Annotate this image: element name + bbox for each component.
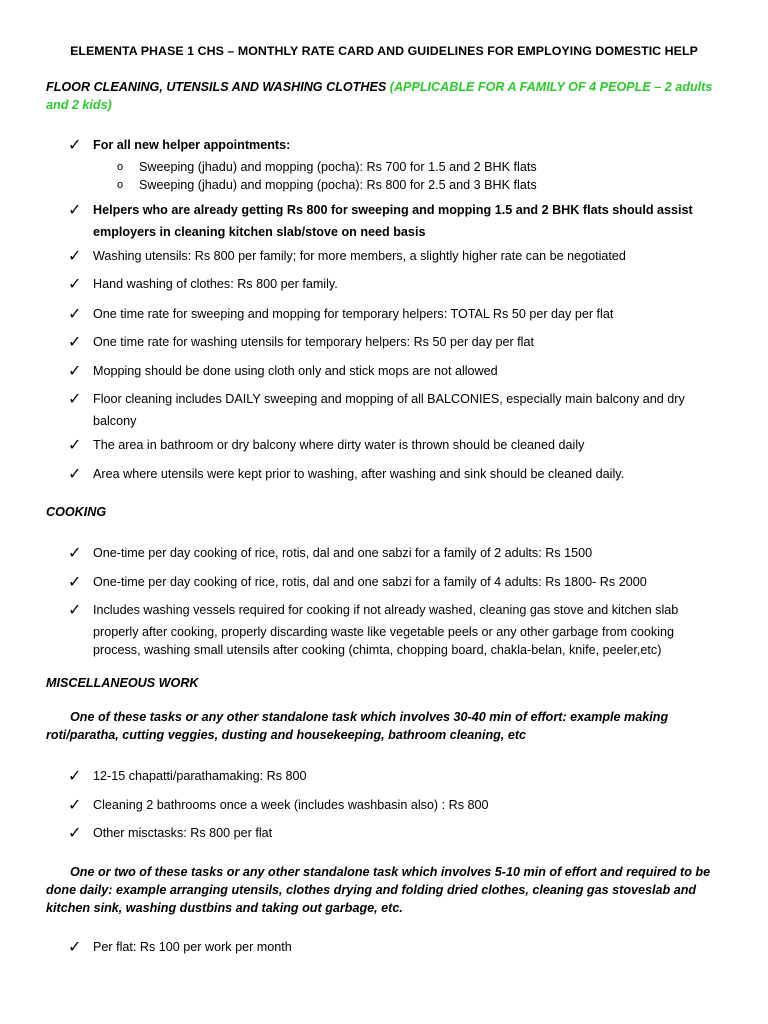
item-text: One-time per day cooking of rice, rotis, dal and one sabzi for a family of 4 adults: Rs 1800- Rs 2000 <box>93 575 647 589</box>
item-text: Other misctasks: Rs 800 per flat <box>93 826 273 840</box>
miscellaneous-heading: MISCELLANEOUS WORK <box>46 676 199 690</box>
item-text: 12-15 chapatti/parathamaking: Rs 800 <box>93 769 307 783</box>
checkmark-icon: ✓ <box>68 135 82 154</box>
checkmark-icon: ✓ <box>68 543 82 562</box>
item-text: Includes washing vessels required for cooking if not already washed, cleaning gas stove and kitchen slab <box>93 603 679 617</box>
item-text: Floor cleaning includes DAILY sweeping and mopping of all BALCONIES, especially main balcony and dry <box>93 392 685 406</box>
checkmark-icon: ✓ <box>68 600 82 619</box>
bullet-icon: o <box>117 179 124 191</box>
checkmark-icon: ✓ <box>68 361 82 380</box>
sub-item-text: Sweeping (jhadu) and mopping (pocha): Rs 800 for 2.5 and 3 BHK flats <box>139 178 537 192</box>
checkmark-icon: ✓ <box>68 823 82 842</box>
item-text: One-time per day cooking of rice, rotis, dal and one sabzi for a family of 2 adults: Rs 1500 <box>93 546 593 560</box>
checkmark-icon: ✓ <box>68 766 82 785</box>
item-text: Washing utensils: Rs 800 per family; for more members, a slightly higher rate can be negotiated <box>93 249 626 263</box>
sub-item-text: Sweeping (jhadu) and mopping (pocha): Rs 700 for 1.5 and 2 BHK flats <box>139 160 537 174</box>
item-text: Hand washing of clothes: Rs 800 per family. <box>93 277 338 291</box>
checkmark-icon: ✓ <box>68 795 82 814</box>
item-text: Per flat: Rs 100 per work per month <box>93 940 292 954</box>
bullet-icon: o <box>117 161 124 173</box>
item-text: balcony <box>93 414 137 428</box>
checkmark-icon: ✓ <box>68 274 82 293</box>
checkmark-icon: ✓ <box>68 937 82 956</box>
item-text: Cleaning 2 bathrooms once a week (includes washbasin also) : Rs 800 <box>93 798 489 812</box>
checkmark-icon: ✓ <box>68 304 82 323</box>
item-text: Helpers who are already getting Rs 800 for sweeping and mopping 1.5 and 2 BHK flats should assist <box>93 203 693 217</box>
new-helper-label: For all new helper appointments: <box>93 138 291 152</box>
misc-paragraph-2: One or two of these tasks or any other standalone task which involves 5-10 min of effort and required to be done daily: example arranging utensils, clothes drying and folding dried clothes, cleaning gas stoveslab and kitchen sink, washing dustbins and taking out garbage, etc. <box>46 865 711 915</box>
checkmark-icon: ✓ <box>68 464 82 483</box>
document-title: ELEMENTA PHASE 1 CHS – MONTHLY RATE CARD AND GUIDELINES FOR EMPLOYING DOMESTIC HELP <box>70 44 698 58</box>
item-text: Mopping should be done using cloth only and stick mops are not allowed <box>93 364 498 378</box>
item-text: properly after cooking, properly discarding waste like vegetable peels or any other garbage from cooking <box>93 625 675 639</box>
item-text: employers in cleaning kitchen slab/stove on need basis <box>93 225 426 239</box>
floor-heading-text: FLOOR CLEANING, UTENSILS AND WASHING CLOTHES <box>46 80 387 94</box>
item-text: The area in bathroom or dry balcony where dirty water is thrown should be cleaned daily <box>93 438 585 452</box>
item-text: process, washing small utensils after cooking (chimta, chopping board, chakla-belan, knife, peeler,etc) <box>93 643 662 657</box>
checkmark-icon: ✓ <box>68 435 82 454</box>
cooking-heading: COOKING <box>46 505 107 519</box>
checkmark-icon: ✓ <box>68 332 82 351</box>
checkmark-icon: ✓ <box>68 572 82 591</box>
checkmark-icon: ✓ <box>68 246 82 265</box>
floor-cleaning-heading <box>46 78 726 114</box>
misc-paragraph-1: One of these tasks or any other standalone task which involves 30-40 min of effort: example making roti/paratha, cutting veggies, dusting and housekeeping, bathroom cleaning, etc <box>46 710 669 742</box>
floor-heading-note: (APPLICABLE FOR A FAMILY OF 4 PEOPLE – 2 adults and 2 kids) <box>46 80 713 112</box>
item-text: One time rate for sweeping and mopping for temporary helpers: TOTAL Rs 50 per day per flat <box>93 307 614 321</box>
checkmark-icon: ✓ <box>68 200 82 219</box>
checkmark-icon: ✓ <box>68 389 82 408</box>
item-text: One time rate for washing utensils for temporary helpers: Rs 50 per day per flat <box>93 335 534 349</box>
item-text: Area where utensils were kept prior to washing, after washing and sink should be cleaned daily. <box>93 467 625 481</box>
